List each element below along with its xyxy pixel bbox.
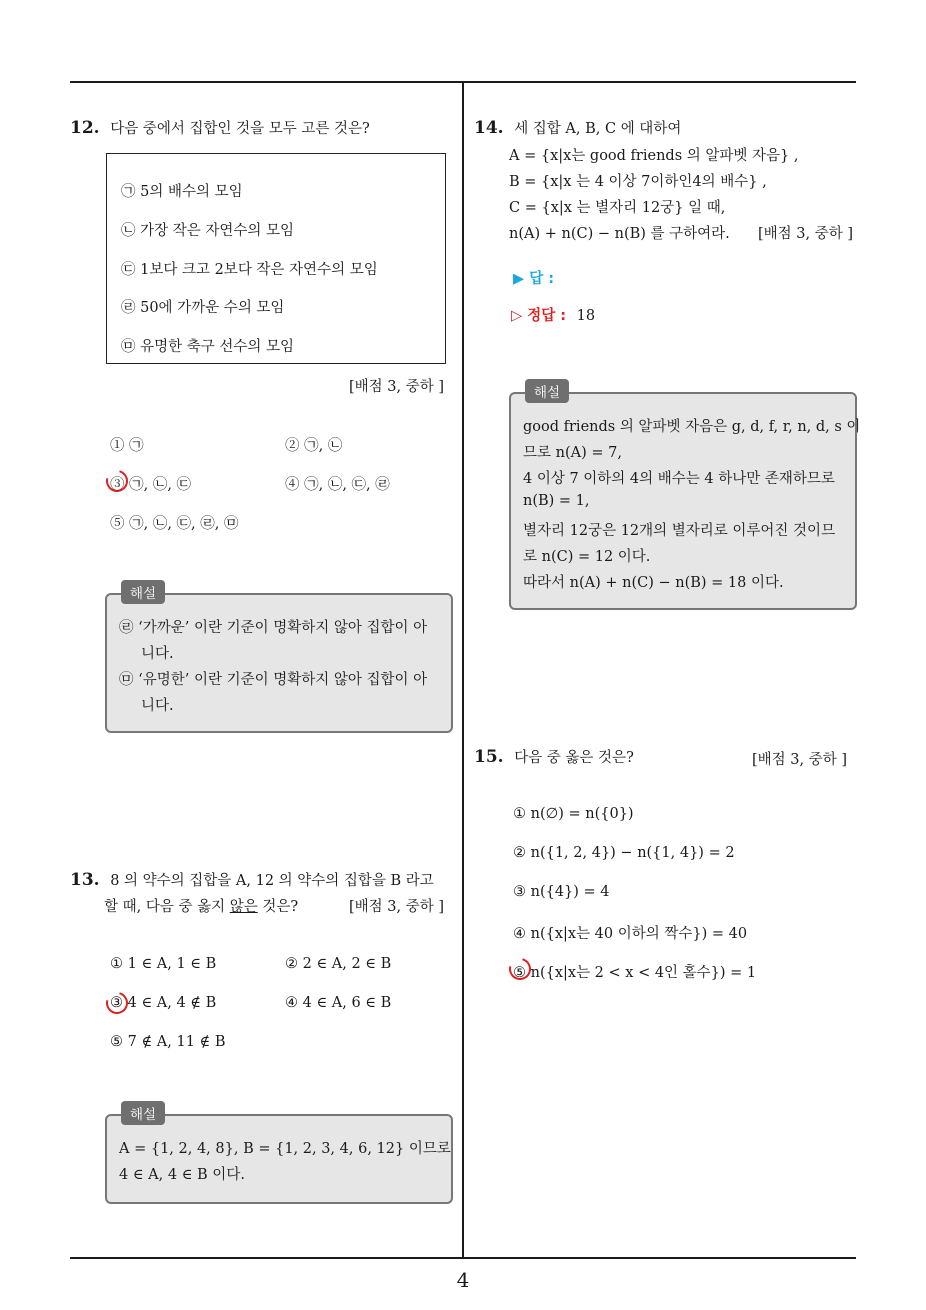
- score-label: [배점 3, 중하 ]: [752, 752, 848, 768]
- solution-tag: 해설: [121, 580, 165, 604]
- question-number: 12.: [70, 118, 100, 138]
- choice-2[interactable]: ② ㉠, ㉡: [285, 438, 343, 454]
- solution-line: A = {1, 2, 4, 8}, B = {1, 2, 3, 4, 6, 12} 이므로: [119, 1141, 451, 1157]
- solution-line: good friends 의 알파벳 자음은 g, d, f, r, n, d, s 이: [523, 419, 861, 435]
- item: ㉢ 1보다 크고 2보다 작은 자연수의 모임: [121, 262, 378, 278]
- choice-1[interactable]: ① ㉠: [110, 438, 144, 454]
- solution-line: 4 이상 7 이하의 4의 배수는 4 하나만 존재하므로: [523, 471, 835, 487]
- solution-tag: 해설: [121, 1101, 165, 1125]
- question-text: 다음 중에서 집합인 것을 모두 고른 것은?: [110, 121, 370, 137]
- item: ㉤ 유명한 축구 선수의 모임: [121, 339, 295, 355]
- choice-4[interactable]: ④ n({x|x는 40 이하의 짝수}) = 40: [513, 926, 748, 942]
- question-number: 13.: [70, 870, 100, 890]
- solution-line: 로 n(C) = 12 이다.: [523, 549, 651, 565]
- question-14: [474, 117, 681, 138]
- solution-line: 니다.: [141, 698, 174, 714]
- column-divider: [462, 82, 464, 1259]
- solution-line: 별자리 12궁은 12개의 별자리로 이루어진 것이므: [523, 523, 836, 539]
- choice-5[interactable]: ⑤ 7 ∉ A, 11 ∉ B: [110, 1034, 226, 1050]
- question-12: [70, 117, 370, 138]
- solution-line: ㉣ ‘가까운’ 이란 기준이 명확하지 않아 집합이 아: [119, 620, 428, 636]
- question-line: A = {x|x는 good friends 의 알파벳 자음} ,: [509, 148, 799, 164]
- question-line: B = {x|x 는 4 이상 7이하인4의 배수} ,: [509, 174, 767, 190]
- item: ㉠ 5의 배수의 모임: [121, 184, 243, 200]
- choice-4[interactable]: ④ ㉠, ㉡, ㉢, ㉣: [285, 477, 390, 493]
- solution-tag: 해설: [525, 379, 569, 403]
- solution-line: 4 ∈ A, 4 ∈ B 이다.: [119, 1167, 245, 1183]
- question-number: 14.: [474, 118, 504, 138]
- score-label: [배점 3, 중하 ]: [349, 379, 445, 395]
- page-number: 4: [456, 1268, 470, 1292]
- item: ㉡ 가장 작은 자연수의 모임: [121, 223, 295, 239]
- solution-line: 따라서 n(A) + n(C) − n(B) = 18 이다.: [523, 575, 784, 591]
- item: ㉣ 50에 가까운 수의 모임: [121, 300, 285, 316]
- answer-key-value: 18: [576, 308, 596, 324]
- choice-3[interactable]: ③ 4 ∈ A, 4 ∉ B: [110, 995, 217, 1011]
- underlined-word: 않은: [229, 899, 258, 915]
- solution-line: 므로 n(A) = 7,: [523, 445, 622, 461]
- choice-5[interactable]: ⑤ ㉠, ㉡, ㉢, ㉣, ㉤: [110, 516, 239, 532]
- solution-box: [105, 1107, 453, 1204]
- answer-key: [511, 304, 595, 325]
- question-15: [474, 746, 634, 767]
- choice-1[interactable]: ① n(∅) = n({0}): [513, 806, 634, 822]
- question-text: 세 집합 A, B, C 에 대하여: [514, 121, 682, 137]
- choice-3[interactable]: ③ ㉠, ㉡, ㉢: [110, 477, 192, 493]
- choice-2[interactable]: ② n({1, 2, 4}) − n({1, 4}) = 2: [513, 845, 735, 861]
- choice-5[interactable]: ⑤ n({x|x는 2 < x < 4인 홀수}) = 1: [513, 965, 757, 981]
- question-13: [70, 869, 434, 890]
- bottom-rule: [70, 1257, 856, 1259]
- answer-key-label: ▷ 정답 :: [511, 308, 567, 324]
- choice-3[interactable]: ③ n({4}) = 4: [513, 884, 610, 900]
- question-text: 8 의 약수의 집합을 A, 12 의 약수의 집합을 B 라고: [110, 873, 434, 889]
- score-label: [배점 3, 중하 ]: [349, 899, 445, 915]
- question-line: n(A) + n(C) − n(B) 를 구하여라.: [509, 226, 730, 242]
- solution-line: n(B) = 1,: [523, 493, 590, 509]
- question-number: 15.: [474, 747, 504, 767]
- choice-1[interactable]: ① 1 ∈ A, 1 ∈ B: [110, 956, 217, 972]
- choice-4[interactable]: ④ 4 ∈ A, 6 ∈ B: [285, 995, 392, 1011]
- solution-box: [105, 586, 453, 733]
- choice-2[interactable]: ② 2 ∈ A, 2 ∈ B: [285, 956, 392, 972]
- score-label: [배점 3, 중하 ]: [758, 226, 854, 242]
- answer-label: ▶ 답 :: [513, 271, 555, 287]
- solution-box: [509, 385, 861, 610]
- question-text: 다음 중 옳은 것은?: [514, 750, 634, 766]
- solution-line: ㉤ ‘유명한’ 이란 기준이 명확하지 않아 집합이 아: [119, 672, 428, 688]
- question-text-line2: 할 때, 다음 중 옳지 않은 것은?: [104, 899, 299, 915]
- solution-line: 니다.: [141, 646, 174, 662]
- item-box: [106, 153, 446, 364]
- question-line: C = {x|x 는 별자리 12궁} 일 때,: [509, 200, 726, 216]
